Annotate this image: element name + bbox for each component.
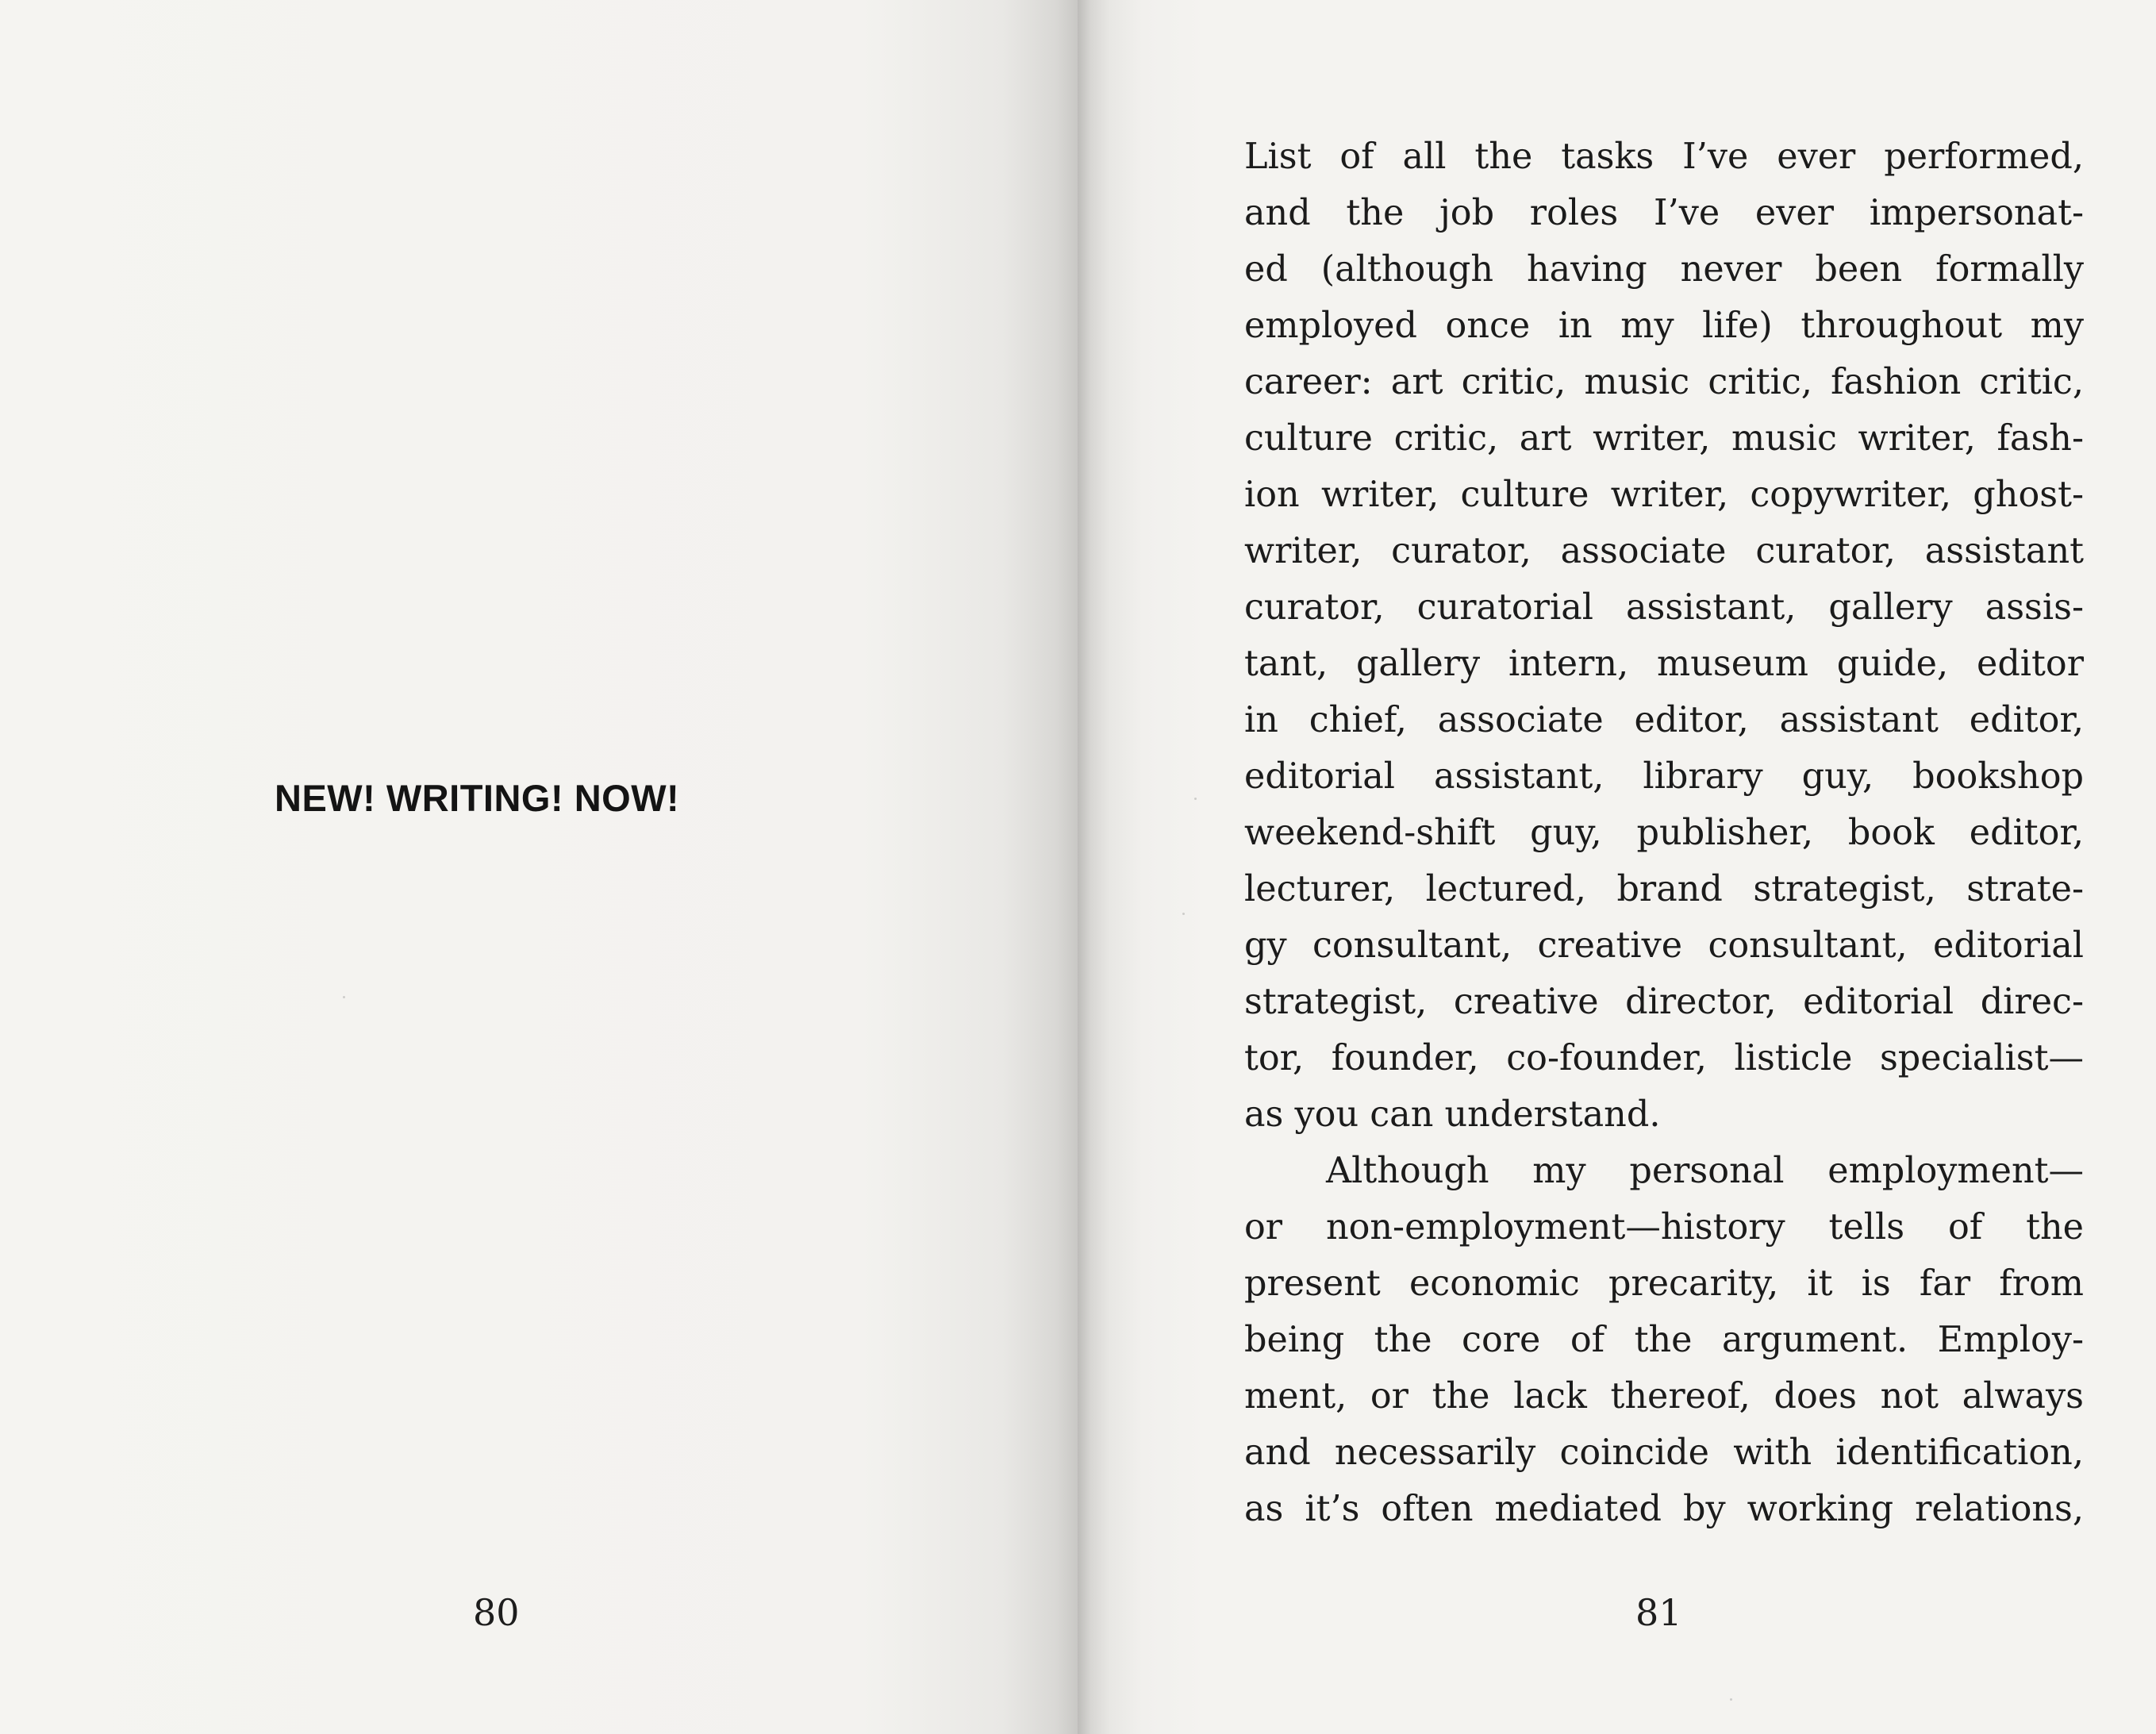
text-line: culture critic, art writer, music writer, fash- (1244, 418, 2084, 459)
text-line: as it’s often mediated by working relations, (1244, 1489, 2084, 1529)
text-line: as you can understand. (1244, 1094, 1661, 1135)
text-line: strategist, creative director, editorial direc- (1244, 982, 2084, 1022)
paper-speck (1194, 798, 1197, 800)
page-number-right: 81 (1635, 1591, 1682, 1634)
text-line: tor, founder, co-founder, listicle specialist— (1244, 1038, 2084, 1078)
text-line: editorial assistant, library guy, bookshop (1244, 756, 2084, 797)
paper-speck (1182, 913, 1185, 915)
text-line: ment, or the lack thereof, does not always (1244, 1376, 2084, 1417)
section-heading: NEW! WRITING! NOW! (275, 777, 680, 819)
text-line: in chief, associate editor, assistant editor, (1244, 700, 2084, 740)
paper-speck (1730, 1698, 1732, 1701)
text-line: ed (although having never been formally (1244, 249, 2084, 290)
text-line: weekend-shift guy, publisher, book editor, (1244, 813, 2084, 853)
text-line: List of all the tasks I’ve ever performed, (1244, 136, 2084, 177)
page-number-left: 80 (473, 1591, 520, 1634)
text-line: and the job roles I’ve ever impersonat- (1244, 193, 2084, 233)
paper-speck (343, 996, 345, 998)
text-line: curator, curatorial assistant, gallery assis- (1244, 587, 2084, 628)
text-line-paragraph-start: Although my personal employment— (1326, 1151, 2084, 1191)
text-line: or non-employment—history tells of the (1244, 1207, 2084, 1248)
text-line: ion writer, culture writer, copywriter, ghost- (1244, 475, 2084, 515)
text-line: present economic precarity, it is far from (1244, 1263, 2084, 1304)
text-line: career: art critic, music critic, fashion critic, (1244, 362, 2084, 402)
body-text (1244, 129, 2084, 1537)
text-line: writer, curator, associate curator, assistant (1244, 531, 2084, 571)
text-line: gy consultant, creative consultant, editorial (1244, 925, 2084, 966)
text-line: lecturer, lectured, brand strategist, strate- (1244, 869, 2084, 909)
text-line: being the core of the argument. Employ- (1244, 1320, 2084, 1360)
text-line: and necessarily coincide with identification, (1244, 1432, 2084, 1473)
text-line: employed once in my life) throughout my (1244, 306, 2084, 346)
text-line: tant, gallery intern, museum guide, editor (1244, 644, 2084, 684)
